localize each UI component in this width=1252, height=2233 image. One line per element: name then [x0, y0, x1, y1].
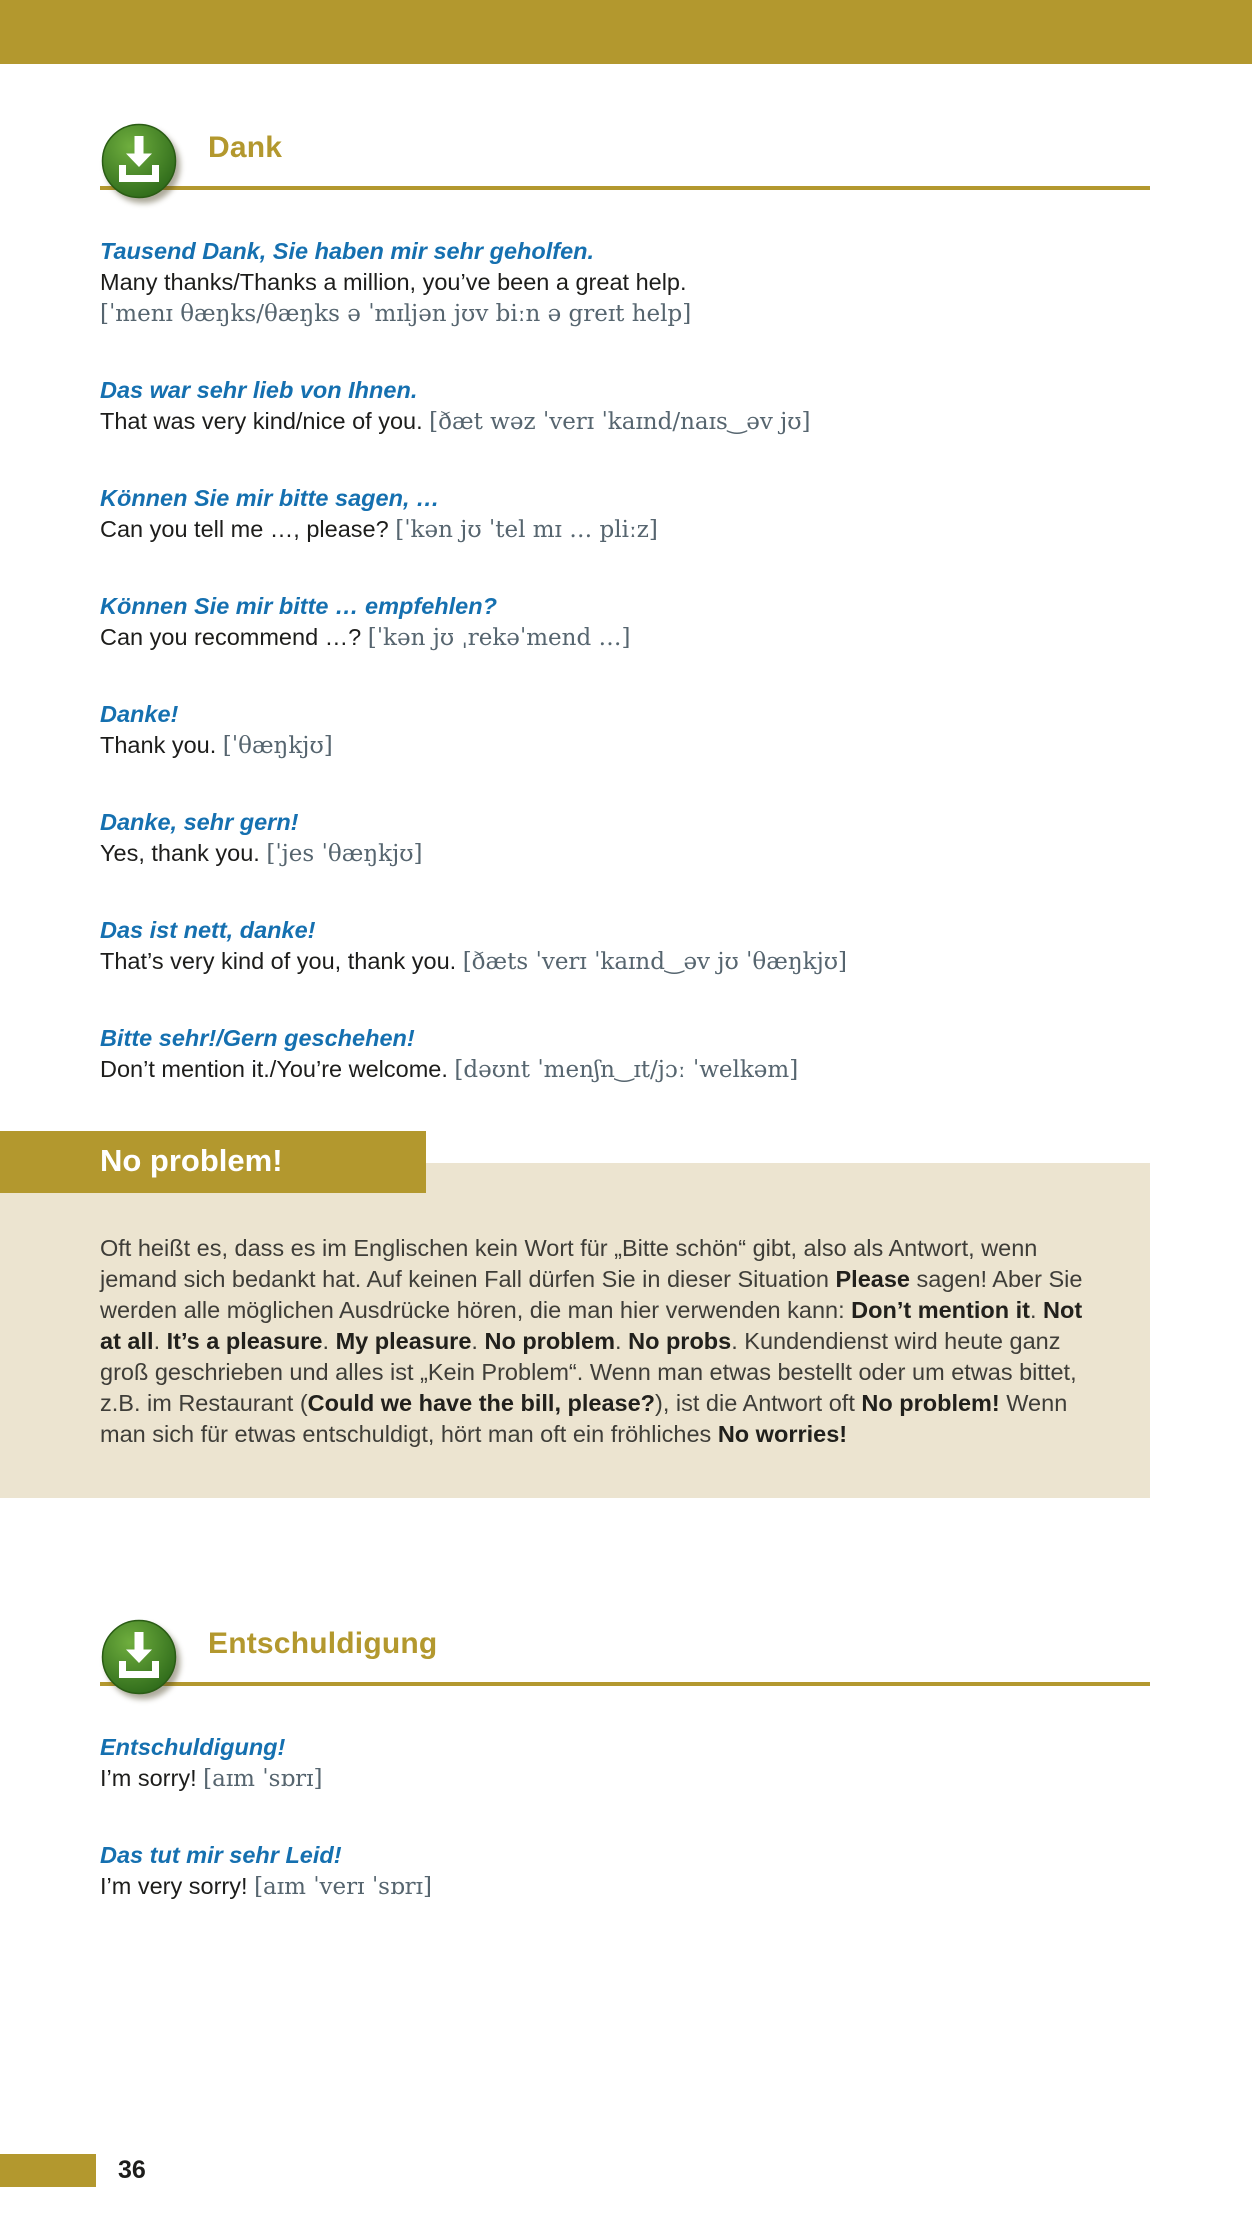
download-icon	[100, 122, 178, 200]
infobox-bold-term: My pleasure	[335, 1328, 472, 1354]
infobox-text: .	[471, 1328, 485, 1354]
infobox-text: .	[615, 1328, 629, 1354]
phrase-block	[100, 1840, 1150, 1903]
download-icon	[100, 1618, 178, 1696]
infobox-bold-term: Don’t mention it	[851, 1297, 1030, 1323]
english-translation: That was very kind/nice of you.	[100, 408, 423, 434]
german-phrase: Das tut mir sehr Leid!	[100, 1842, 342, 1868]
german-phrase: Entschuldigung!	[100, 1734, 286, 1760]
phonetic-transcription: [ˈjes ˈθæŋkjʊ]	[266, 841, 423, 867]
phonetic-transcription: [ˈθæŋkjʊ]	[222, 733, 333, 759]
infobox-body	[0, 1163, 1150, 1498]
page-content	[0, 64, 1252, 1903]
phrase-block	[100, 1732, 1150, 1795]
english-translation: Can you recommend …?	[100, 624, 362, 650]
infobox-text: .	[153, 1328, 167, 1354]
english-translation: I’m very sorry!	[100, 1873, 248, 1899]
infobox	[0, 1131, 1150, 1498]
phrase-block	[100, 483, 1150, 546]
translation-line	[100, 622, 1150, 654]
phrase-list	[100, 236, 1150, 1086]
page-footer	[0, 2154, 146, 2187]
translation-line	[100, 946, 1150, 978]
section-dank	[100, 112, 1150, 1086]
translation-line	[100, 1763, 1150, 1795]
phrase-block	[100, 591, 1150, 654]
translation-line	[100, 267, 1150, 330]
german-phrase: Können Sie mir bitte … empfehlen?	[100, 593, 497, 619]
download-icon	[100, 122, 178, 200]
section-header	[100, 1608, 1150, 1696]
english-translation: Yes, thank you.	[100, 840, 260, 866]
phonetic-transcription: [ˈkən jʊ ˈtel mɪ … pliːz]	[395, 517, 658, 543]
top-bar	[0, 0, 1252, 64]
phrase-block	[100, 236, 1150, 330]
german-phrase: Können Sie mir bitte sagen, …	[100, 485, 440, 511]
english-translation: I’m sorry!	[100, 1765, 197, 1791]
english-translation: Thank you.	[100, 732, 217, 758]
english-translation: Can you tell me …, please?	[100, 516, 389, 542]
german-phrase: Bitte sehr!/Gern geschehen!	[100, 1025, 415, 1051]
section-title: Entschuldigung	[208, 1627, 438, 1660]
german-phrase: Danke, sehr gern!	[100, 809, 299, 835]
translation-line	[100, 406, 1150, 438]
page-marker-bar	[0, 2154, 96, 2187]
infobox-title: No problem!	[0, 1131, 426, 1193]
infobox-bold-term: It’s a pleasure	[166, 1328, 323, 1354]
phrase-block	[100, 375, 1150, 438]
page-number: 36	[118, 2156, 146, 2184]
german-phrase: Das war sehr lieb von Ihnen.	[100, 377, 418, 403]
phrase-block	[100, 915, 1150, 978]
infobox-text: . Kundendienst wird heute ganz groß geschrieben und alles ist „Kein Problem“. Wenn man etwas bestellt oder um etwas bittet, z.B. im Restaurant (	[100, 1328, 1077, 1416]
phonetic-transcription: [ˈmenɪ θæŋks/θæŋks ə ˈmɪljən jʊv biːn ə greɪt help]	[100, 301, 692, 327]
infobox-bold-term: No worries!	[717, 1421, 848, 1447]
infobox-text: Wenn man sich für etwas entschuldigt, hört man oft ein fröhliches	[100, 1390, 1068, 1447]
infobox-bold-term: Please	[835, 1266, 910, 1292]
infobox-text: Oft heißt es, dass es im Englischen kein Wort für „Bitte schön“ gibt, also als Antwort, wenn jemand sich bedankt hat. Auf keinen Fall dürfen Sie in dieser Situation	[100, 1235, 1038, 1292]
phrase-block	[100, 699, 1150, 762]
phonetic-transcription: [aɪm ˈverɪ ˈsɒrɪ]	[254, 1874, 432, 1900]
download-icon	[100, 1618, 178, 1696]
infobox-text: ), ist die Antwort oft	[655, 1390, 862, 1416]
section-entschuldigung	[100, 1608, 1150, 1903]
phonetic-transcription: [dəʊnt ˈmenʃn‿ɪt/jɔː ˈwelkəm]	[454, 1057, 799, 1083]
german-phrase: Danke!	[100, 701, 179, 727]
german-phrase: Tausend Dank, Sie haben mir sehr geholfen.	[100, 238, 595, 264]
infobox-bold-term: No probs	[628, 1328, 732, 1354]
infobox-text: .	[322, 1328, 336, 1354]
phonetic-transcription: [ðæt wəz ˈverɪ ˈkaɪnd/naɪs‿əv jʊ]	[429, 409, 811, 435]
infobox-text: .	[1029, 1297, 1044, 1323]
english-translation: Don’t mention it./You’re welcome.	[100, 1056, 448, 1082]
phonetic-transcription: [ðæts ˈverɪ ˈkaɪnd‿əv jʊ ˈθæŋkjʊ]	[462, 949, 847, 975]
english-translation: Many thanks/Thanks a million, you’ve been a great help.	[100, 269, 687, 295]
translation-line	[100, 730, 1150, 762]
translation-line	[100, 838, 1150, 870]
phrase-list	[100, 1732, 1150, 1903]
infobox-bold-term: Not at all	[100, 1297, 1083, 1354]
phonetic-transcription: [ˈkən jʊ ˌrekəˈmend …]	[367, 625, 631, 651]
phrase-block	[100, 1023, 1150, 1086]
translation-line	[100, 1054, 1150, 1086]
phonetic-transcription: [aɪm ˈsɒrɪ]	[203, 1766, 323, 1792]
infobox-bold-term: Could we have the bill, please?	[307, 1390, 656, 1416]
infobox-text: sagen! Aber Sie werden alle möglichen Ausdrücke hören, die man hier verwenden kann:	[100, 1266, 1083, 1323]
phrase-block	[100, 807, 1150, 870]
section-header	[100, 112, 1150, 200]
english-translation: That’s very kind of you, thank you.	[100, 948, 457, 974]
german-phrase: Das ist nett, danke!	[100, 917, 316, 943]
infobox-bold-term: No problem!	[861, 1390, 1000, 1416]
infobox-bold-term: No problem	[484, 1328, 616, 1354]
translation-line	[100, 514, 1150, 546]
translation-line	[100, 1871, 1150, 1903]
section-title: Dank	[208, 131, 283, 164]
